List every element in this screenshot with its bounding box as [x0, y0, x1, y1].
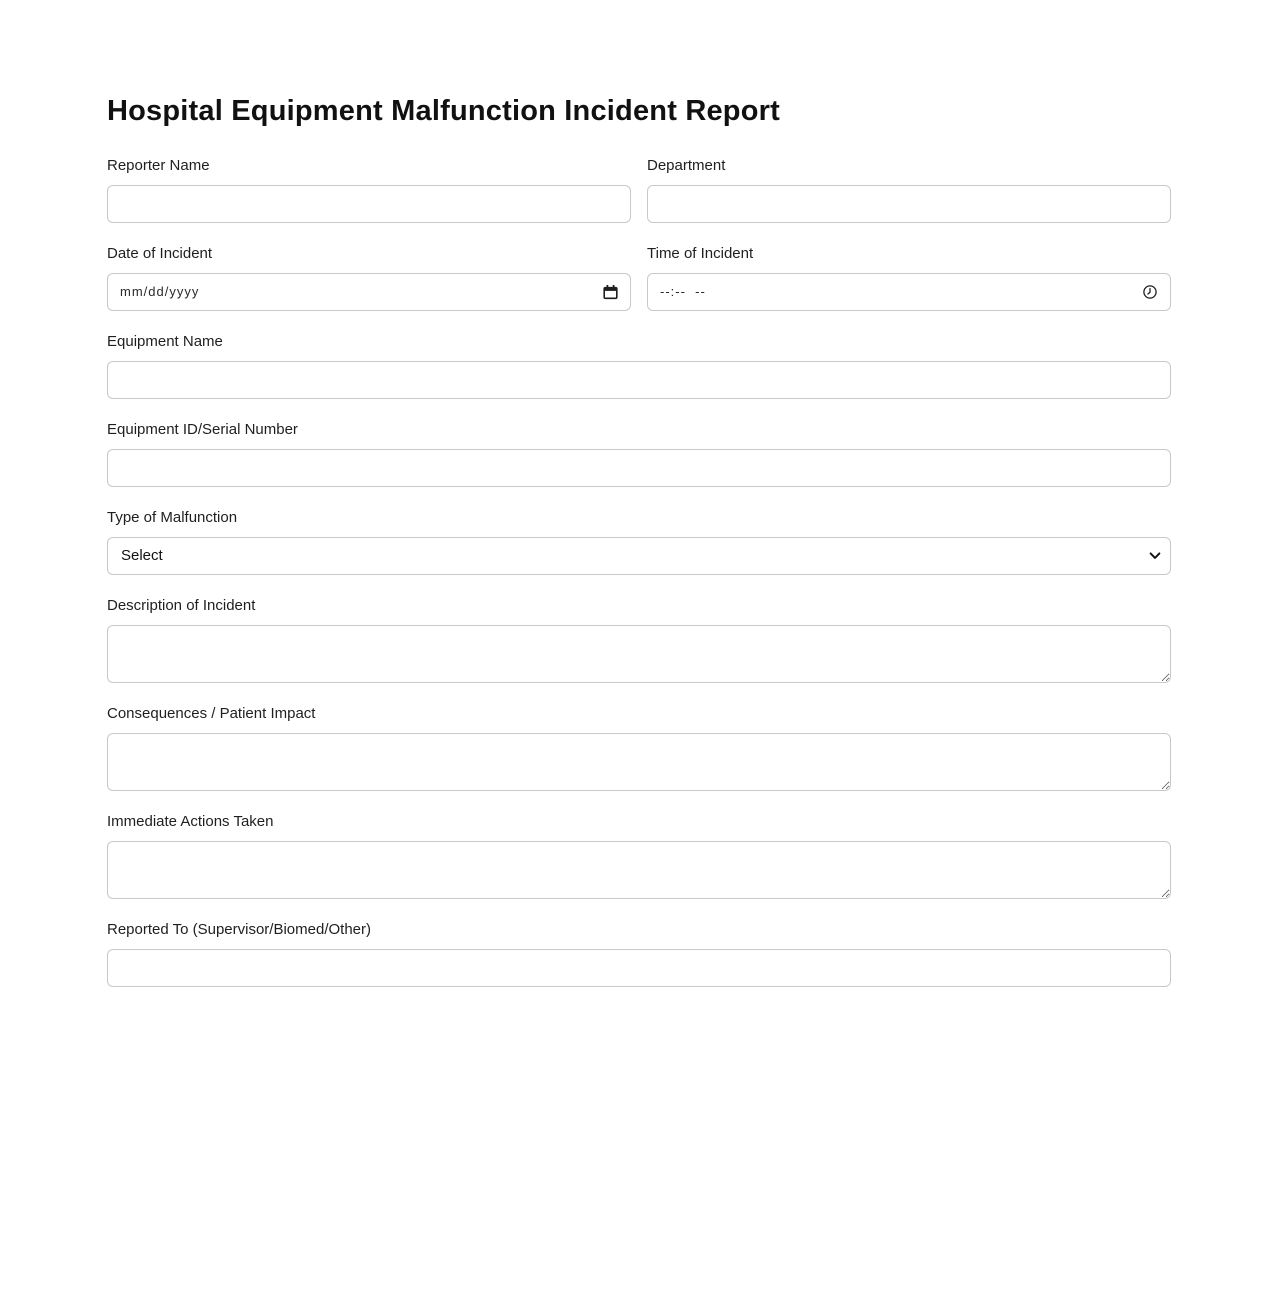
malfunction-select-wrap: [107, 537, 1171, 575]
time-input-wrap: [647, 273, 1171, 311]
reported-to-field: [107, 921, 1171, 987]
date-input-wrap: [107, 273, 631, 311]
description-textarea[interactable]: [107, 625, 1171, 683]
equipment-name-input[interactable]: [107, 361, 1171, 399]
type-of-malfunction-field: [107, 509, 1171, 575]
immediate-actions-label: Immediate Actions Taken: [107, 812, 274, 830]
consequences-field: [107, 705, 1171, 791]
consequences-textarea[interactable]: [107, 733, 1171, 791]
reporter-name-label: Reporter Name: [107, 156, 210, 174]
equipment-id-field: [107, 421, 1171, 487]
reporter-name-input[interactable]: [107, 185, 631, 223]
type-of-malfunction-label: Type of Malfunction: [107, 508, 238, 526]
row-reporter-department: [107, 157, 1171, 245]
reported-to-label: Reported To (Supervisor/Biomed/Other): [107, 920, 372, 938]
department-label: Department: [647, 156, 726, 174]
reporter-name-field: [107, 157, 631, 223]
consequences-label: Consequences / Patient Impact: [107, 704, 316, 722]
equipment-id-label: Equipment ID/Serial Number: [107, 420, 298, 438]
time-of-incident-field: [647, 245, 1171, 311]
description-field: [107, 597, 1171, 683]
form-container: [107, 0, 1171, 987]
equipment-name-field: [107, 333, 1171, 399]
type-of-malfunction-select[interactable]: [107, 537, 1171, 575]
time-of-incident-label: Time of Incident: [647, 244, 754, 262]
reported-to-input[interactable]: [107, 949, 1171, 987]
immediate-actions-field: [107, 813, 1171, 899]
equipment-id-input[interactable]: [107, 449, 1171, 487]
description-label: Description of Incident: [107, 596, 256, 614]
department-input[interactable]: [647, 185, 1171, 223]
clock-icon[interactable]: [1142, 284, 1158, 300]
row-date-time: [107, 245, 1171, 333]
time-of-incident-input[interactable]: [647, 273, 1171, 311]
immediate-actions-textarea[interactable]: [107, 841, 1171, 899]
date-of-incident-input[interactable]: [107, 273, 631, 311]
date-of-incident-label: Date of Incident: [107, 244, 213, 262]
calendar-icon[interactable]: [603, 284, 618, 299]
equipment-name-label: Equipment Name: [107, 332, 223, 350]
department-field: [647, 157, 1171, 223]
date-of-incident-field: [107, 245, 631, 311]
page-title: Hospital Equipment Malfunction Incident Report: [107, 95, 780, 127]
